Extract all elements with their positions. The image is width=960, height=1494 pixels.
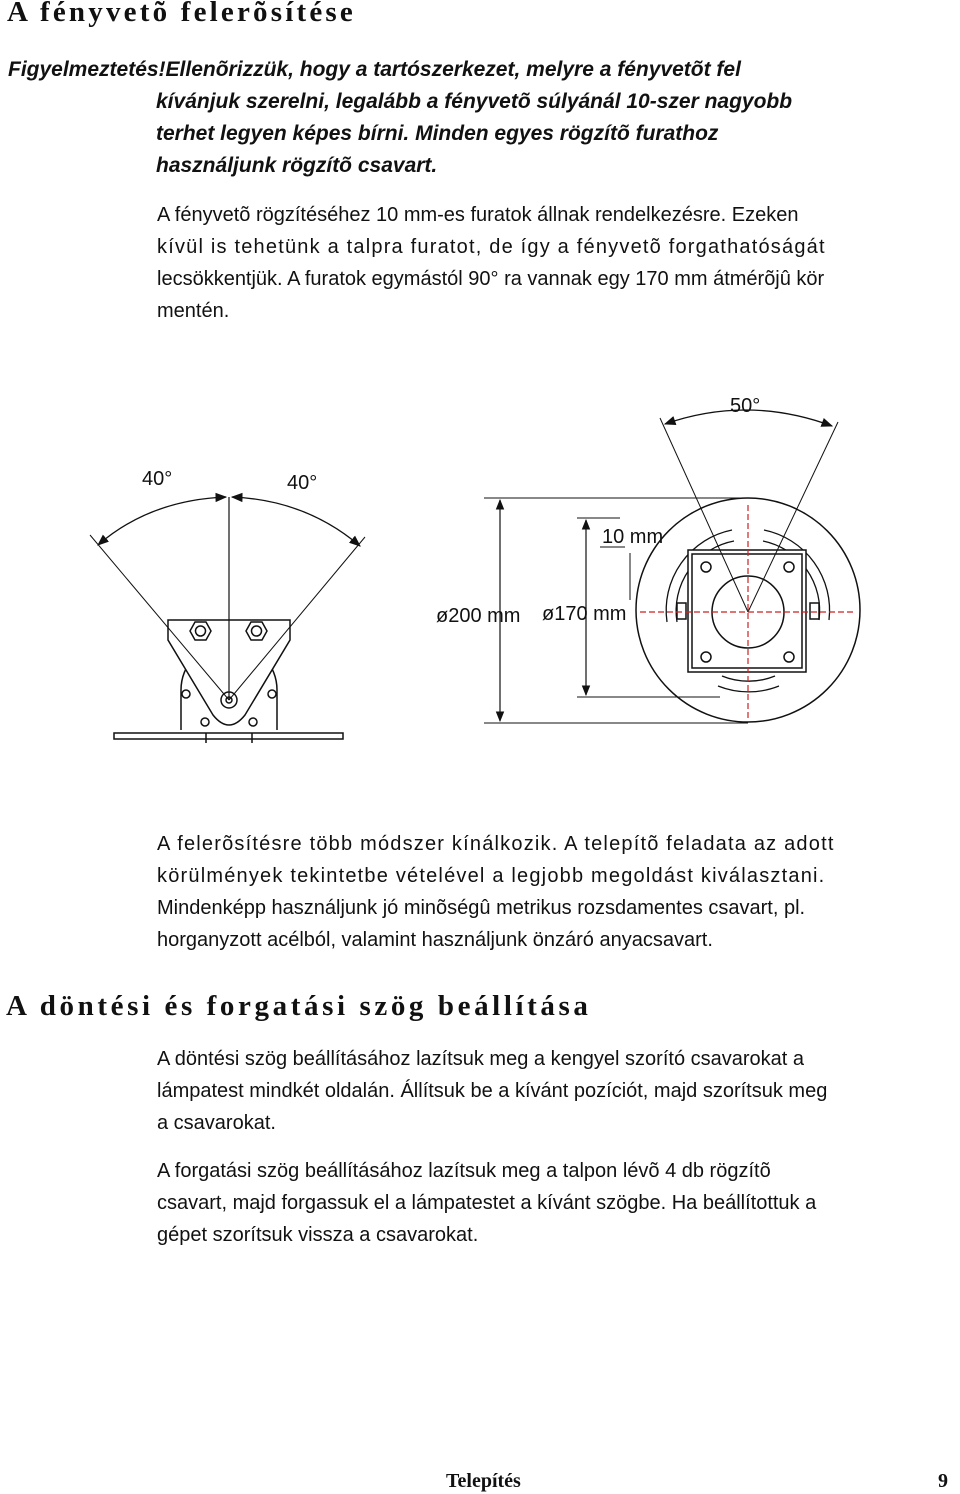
paragraph-line: Mindenképp használjunk jó minõségû metrikus rozsdamentes csavart, pl. — [157, 897, 806, 919]
paragraph-tilt — [157, 1043, 957, 1139]
dimension-label-170mm: ø170 mm — [542, 603, 627, 625]
paragraph-line: horganyzott acélból, valamint használjunk önzáró anyacsavart. — [157, 929, 713, 951]
paragraph-line: lecsökkentjük. A furatok egymástól 90° ra vannak egy 170 mm átmérõjû kör — [157, 268, 825, 290]
paragraph-line: kívül is tehetünk a talpra furatot, de így a fényvetõ forgathatóságát — [157, 236, 826, 258]
angle-label-left: 40° — [142, 468, 173, 490]
paragraph-line: A fényvetõ rögzítéséhez 10 mm-es furatok állnak rendelkezésre. Ezeken — [157, 204, 799, 226]
warning-line: terhet legyen képes bírni. Minden egyes rögzítõ furathoz — [156, 122, 719, 145]
paragraph-line: mentén. — [157, 300, 230, 322]
paragraph-line: lámpatest mindkét oldalán. Állítsuk be a kívánt pozíciót, majd szorítsuk meg — [157, 1080, 828, 1102]
paragraph-line: körülmények tekintetbe vételével a legjobb megoldást kiválasztani. — [157, 865, 826, 887]
warning-line: használjunk rögzítõ csavart. — [156, 154, 438, 177]
paragraph-line: A forgatási szög beállításához lazítsuk meg a talpon lévõ 4 db rögzítõ — [157, 1160, 771, 1182]
warning-line: Figyelmeztetés!Ellenõrizzük, hogy a tartószerkezet, melyre a fényvetõt fel — [8, 58, 741, 81]
paragraph-fastening — [157, 828, 957, 956]
paragraph-line: a csavarokat. — [157, 1112, 276, 1134]
warning-line: kívánjuk szerelni, legalább a fényvetõ súlyánál 10-szer nagyobb — [156, 90, 793, 113]
paragraph-line: A felerõsítésre több módszer kínálkozik. A telepítõ feladata az adott — [157, 833, 835, 855]
angle-label-right: 40° — [287, 472, 318, 494]
side-view — [90, 497, 365, 743]
section-heading-mounting: A fényvetõ felerõsítése — [7, 0, 356, 28]
page-number: 9 — [938, 1470, 948, 1492]
section-heading-tilt-rotation: A döntési és forgatási szög beállítása — [6, 990, 592, 1022]
footer-section-title: Telepítés — [446, 1470, 521, 1492]
paragraph-line: A döntési szög beállításához lazítsuk meg a kengyel szorító csavarokat a — [157, 1048, 805, 1070]
dimension-label-200mm: ø200 mm — [436, 605, 521, 627]
angle-label-50: 50° — [730, 395, 761, 417]
paragraph-rotation — [157, 1155, 957, 1251]
dimension-label-10mm: 10 mm — [602, 526, 664, 548]
top-view — [484, 410, 860, 723]
paragraph-line: gépet szorítsuk vissza a csavarokat. — [157, 1224, 479, 1246]
paragraph-line: csavart, majd forgassuk el a lámpatestet a kívánt szögbe. Ha beállítottuk a — [157, 1192, 817, 1214]
